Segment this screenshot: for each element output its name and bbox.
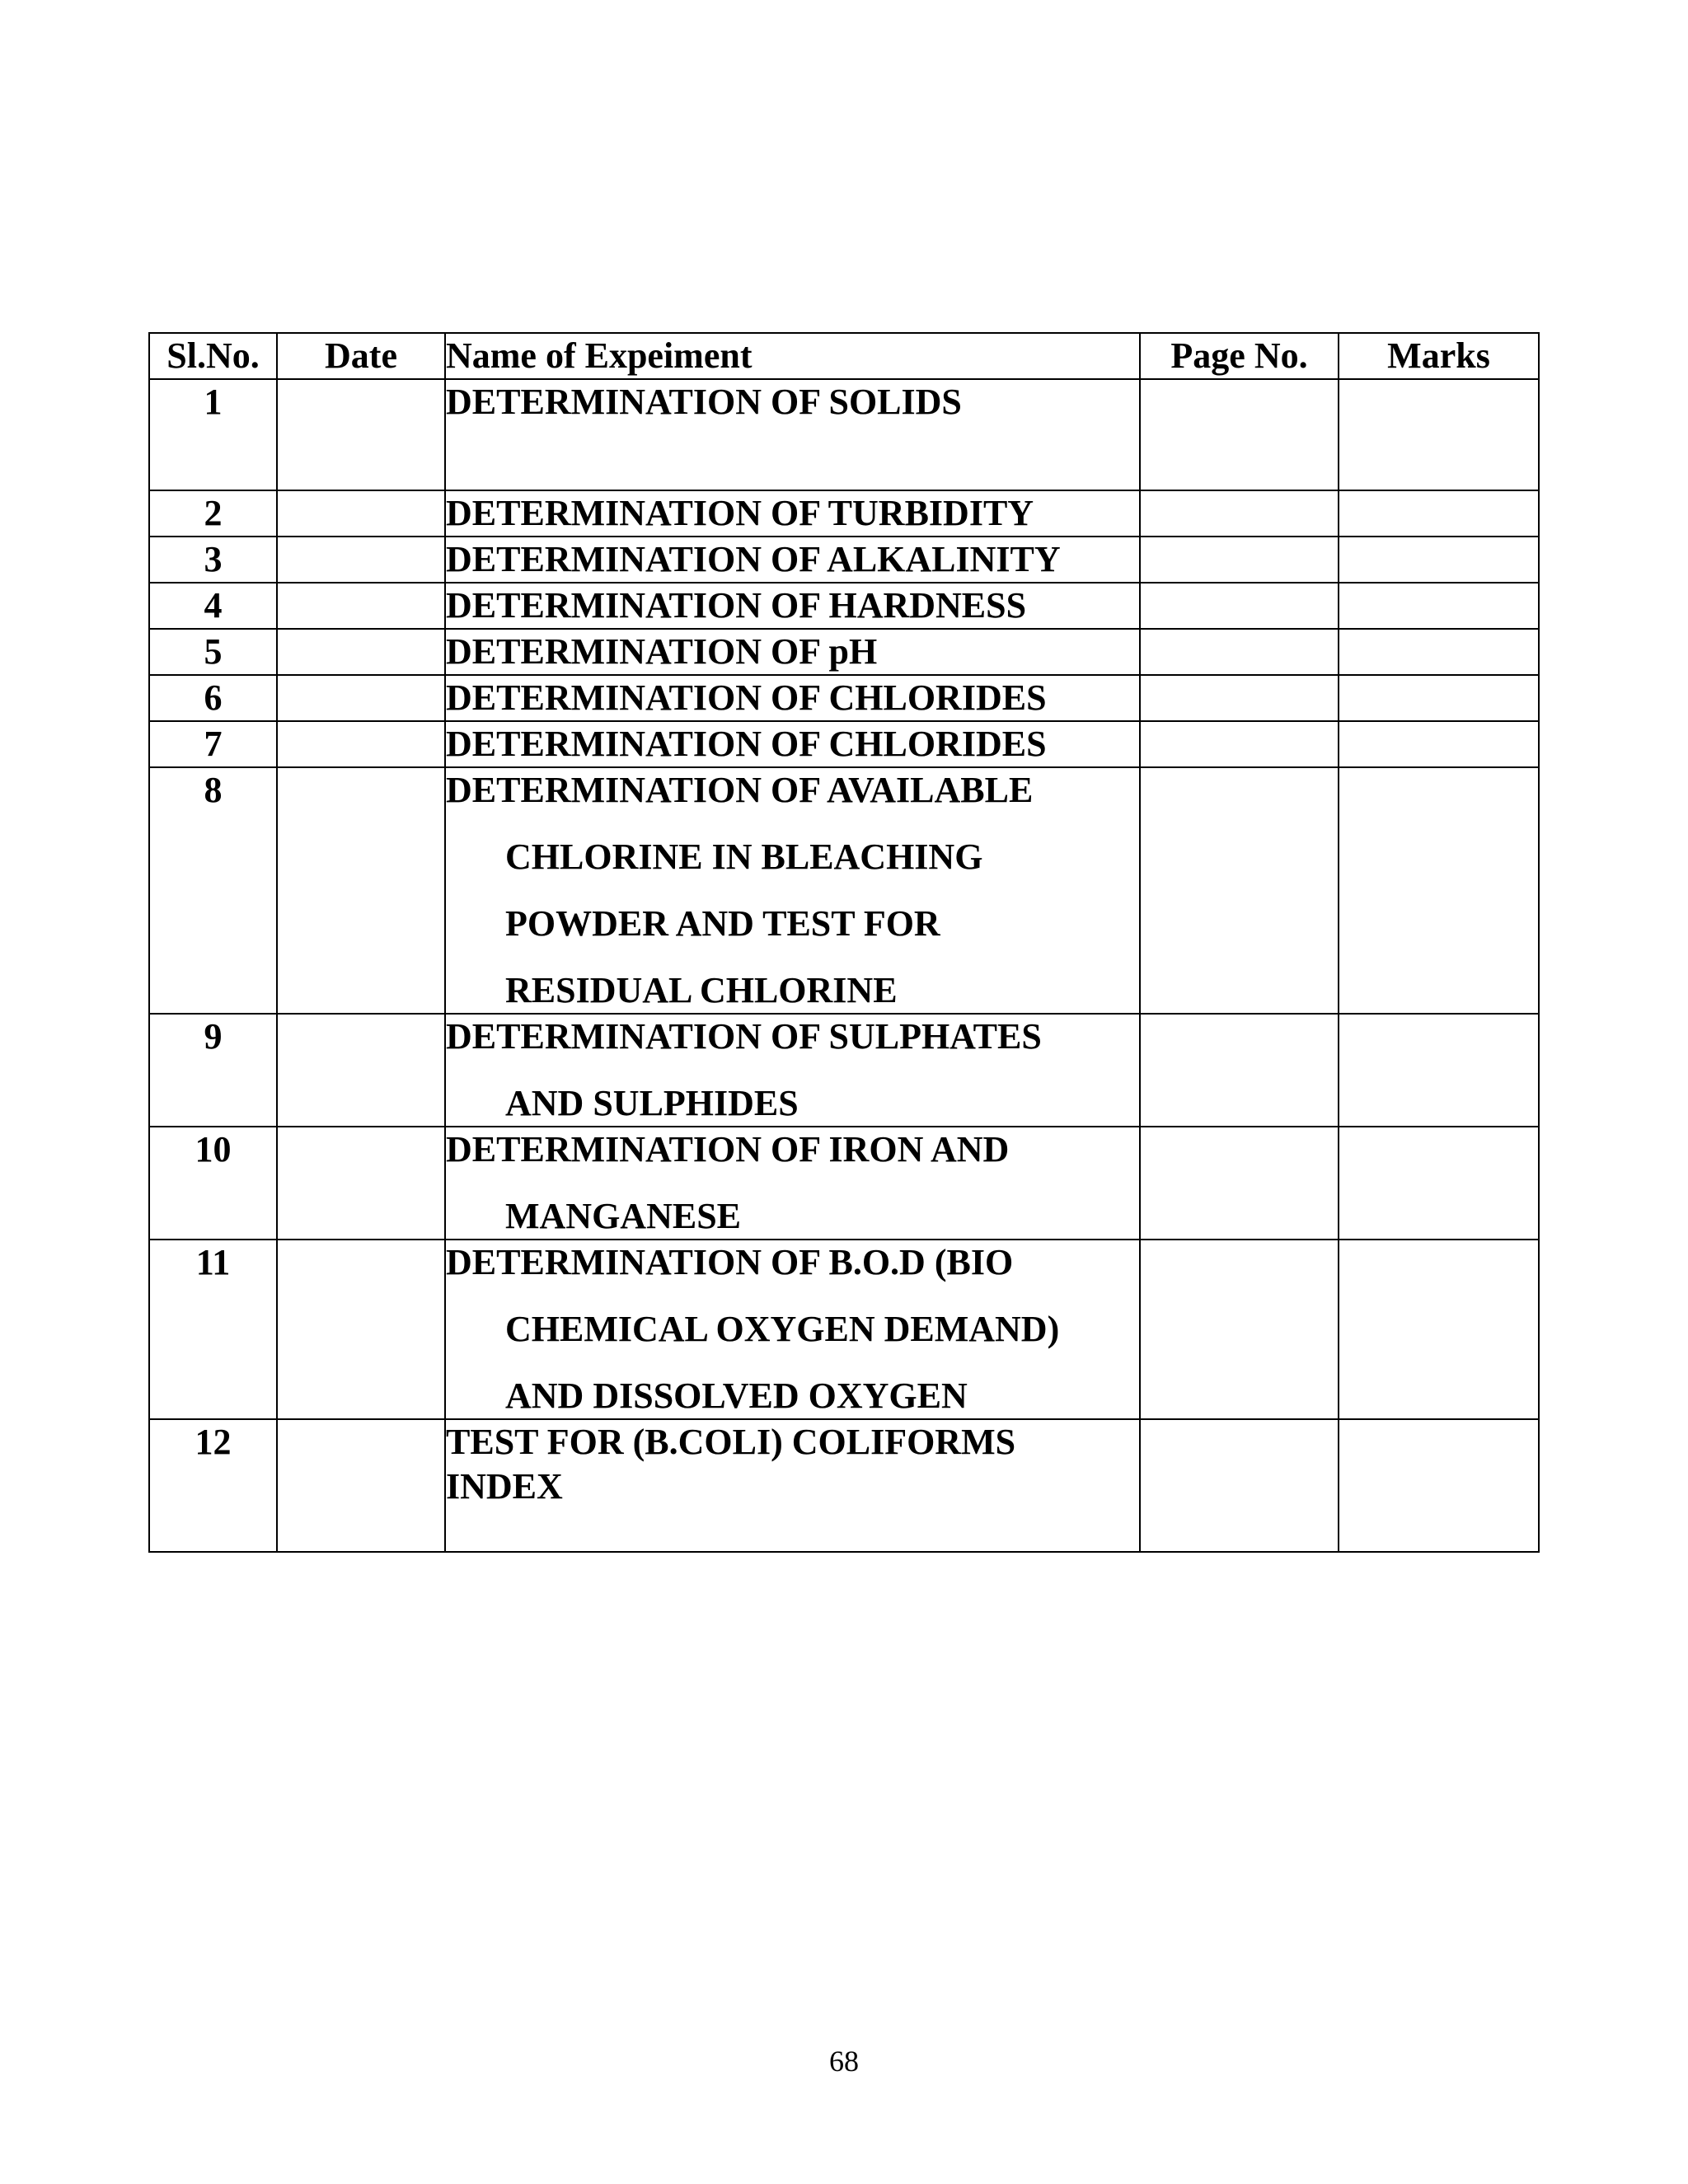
header-page-no: Page No.: [1140, 333, 1339, 379]
table-row: [149, 490, 1539, 537]
experiment-name-cell: [445, 767, 1140, 1014]
marks-cell: [1339, 583, 1539, 629]
sl-no-cell: 7: [149, 721, 277, 767]
experiment-name-line: MANGANESE: [505, 1196, 742, 1236]
date-cell: [277, 1419, 445, 1552]
experiment-name-line: POWDER AND TEST FOR: [505, 903, 940, 944]
table-row: [149, 379, 1539, 490]
experiment-name-line: CHEMICAL OXYGEN DEMAND): [505, 1309, 1060, 1349]
page-no-cell: [1140, 1419, 1339, 1552]
experiment-name-line: CHLORINE IN BLEACHING: [505, 837, 983, 877]
date-cell: [277, 1014, 445, 1127]
date-cell: [277, 537, 445, 583]
experiment-name-line: DETERMINATION OF pH: [446, 631, 878, 672]
marks-cell: [1339, 721, 1539, 767]
date-cell: [277, 379, 445, 490]
page-no-cell: [1140, 721, 1339, 767]
experiment-name-cell: [445, 1014, 1140, 1127]
table-row: [149, 537, 1539, 583]
sl-no-cell: 9: [149, 1014, 277, 1127]
experiment-name-line: DETERMINATION OF SOLIDS: [446, 382, 962, 422]
date-cell: [277, 675, 445, 721]
table-row: [149, 583, 1539, 629]
sl-no-cell: 5: [149, 629, 277, 675]
table-header-row: [149, 333, 1539, 379]
page-no-cell: [1140, 629, 1339, 675]
date-cell: [277, 767, 445, 1014]
experiment-name-line: DETERMINATION OF CHLORIDES: [446, 724, 1047, 764]
table-row: [149, 675, 1539, 721]
table-row: [149, 1419, 1539, 1552]
marks-cell: [1339, 1127, 1539, 1240]
page-no-cell: [1140, 379, 1339, 490]
experiment-name-cell: [445, 537, 1140, 583]
experiment-name-line: DETERMINATION OF ALKALINITY: [446, 539, 1061, 579]
sl-no-cell: 11: [149, 1240, 277, 1419]
experiment-name-line: TEST FOR (B.COLI) COLIFORMS: [446, 1422, 1016, 1462]
page-no-cell: [1140, 583, 1339, 629]
experiment-name-cell: [445, 721, 1140, 767]
experiment-name-cell: [445, 675, 1140, 721]
experiment-name-cell: [445, 1127, 1140, 1240]
header-name-of-experiment: Name of Expeiment: [445, 333, 1140, 379]
page-no-cell: [1140, 1240, 1339, 1419]
page-no-cell: [1140, 767, 1339, 1014]
experiment-name-line: DETERMINATION OF B.O.D (BIO: [446, 1242, 1014, 1282]
experiment-name-line: RESIDUAL CHLORINE: [505, 970, 898, 1010]
experiment-name-line: DETERMINATION OF TURBIDITY: [446, 493, 1034, 533]
date-cell: [277, 721, 445, 767]
experiment-name-cell: [445, 1240, 1140, 1419]
experiment-name-line: DETERMINATION OF CHLORIDES: [446, 677, 1047, 718]
page-no-cell: [1140, 490, 1339, 537]
experiment-name-line: AND DISSOLVED OXYGEN: [505, 1376, 968, 1416]
date-cell: [277, 583, 445, 629]
experiment-name-cell: [445, 629, 1140, 675]
experiment-name-line: DETERMINATION OF HARDNESS: [446, 585, 1027, 626]
sl-no-cell: 10: [149, 1127, 277, 1240]
header-marks: Marks: [1339, 333, 1539, 379]
date-cell: [277, 1127, 445, 1240]
marks-cell: [1339, 629, 1539, 675]
header-date: Date: [277, 333, 445, 379]
marks-cell: [1339, 675, 1539, 721]
sl-no-cell: 6: [149, 675, 277, 721]
header-sl-no: Sl.No.: [149, 333, 277, 379]
marks-cell: [1339, 379, 1539, 490]
experiment-name-line: DETERMINATION OF AVAILABLE: [446, 770, 1034, 810]
date-cell: [277, 490, 445, 537]
page-number: 68: [829, 2045, 859, 2078]
marks-cell: [1339, 1240, 1539, 1419]
experiment-name-cell: [445, 490, 1140, 537]
experiment-name-line: AND SULPHIDES: [505, 1083, 799, 1123]
sl-no-cell: 4: [149, 583, 277, 629]
experiment-name-line: DETERMINATION OF SULPHATES: [446, 1016, 1042, 1057]
experiment-index-table: [148, 332, 1540, 1553]
table-row: [149, 1240, 1539, 1419]
page-no-cell: [1140, 675, 1339, 721]
marks-cell: [1339, 537, 1539, 583]
experiment-name-line: INDEX: [446, 1466, 563, 1507]
experiment-name-line: DETERMINATION OF IRON AND: [446, 1129, 1010, 1169]
sl-no-cell: 3: [149, 537, 277, 583]
marks-cell: [1339, 490, 1539, 537]
table-row: [149, 629, 1539, 675]
marks-cell: [1339, 1014, 1539, 1127]
page-no-cell: [1140, 537, 1339, 583]
table-row: [149, 1127, 1539, 1240]
experiment-name-cell: [445, 583, 1140, 629]
sl-no-cell: 1: [149, 379, 277, 490]
page-no-cell: [1140, 1014, 1339, 1127]
experiment-name-cell: [445, 379, 1140, 490]
table-row: [149, 1014, 1539, 1127]
sl-no-cell: 12: [149, 1419, 277, 1552]
date-cell: [277, 629, 445, 675]
sl-no-cell: 8: [149, 767, 277, 1014]
page-no-cell: [1140, 1127, 1339, 1240]
date-cell: [277, 1240, 445, 1419]
marks-cell: [1339, 1419, 1539, 1552]
experiment-name-cell: [445, 1419, 1140, 1552]
table-row: [149, 721, 1539, 767]
table-row: [149, 767, 1539, 1014]
sl-no-cell: 2: [149, 490, 277, 537]
marks-cell: [1339, 767, 1539, 1014]
